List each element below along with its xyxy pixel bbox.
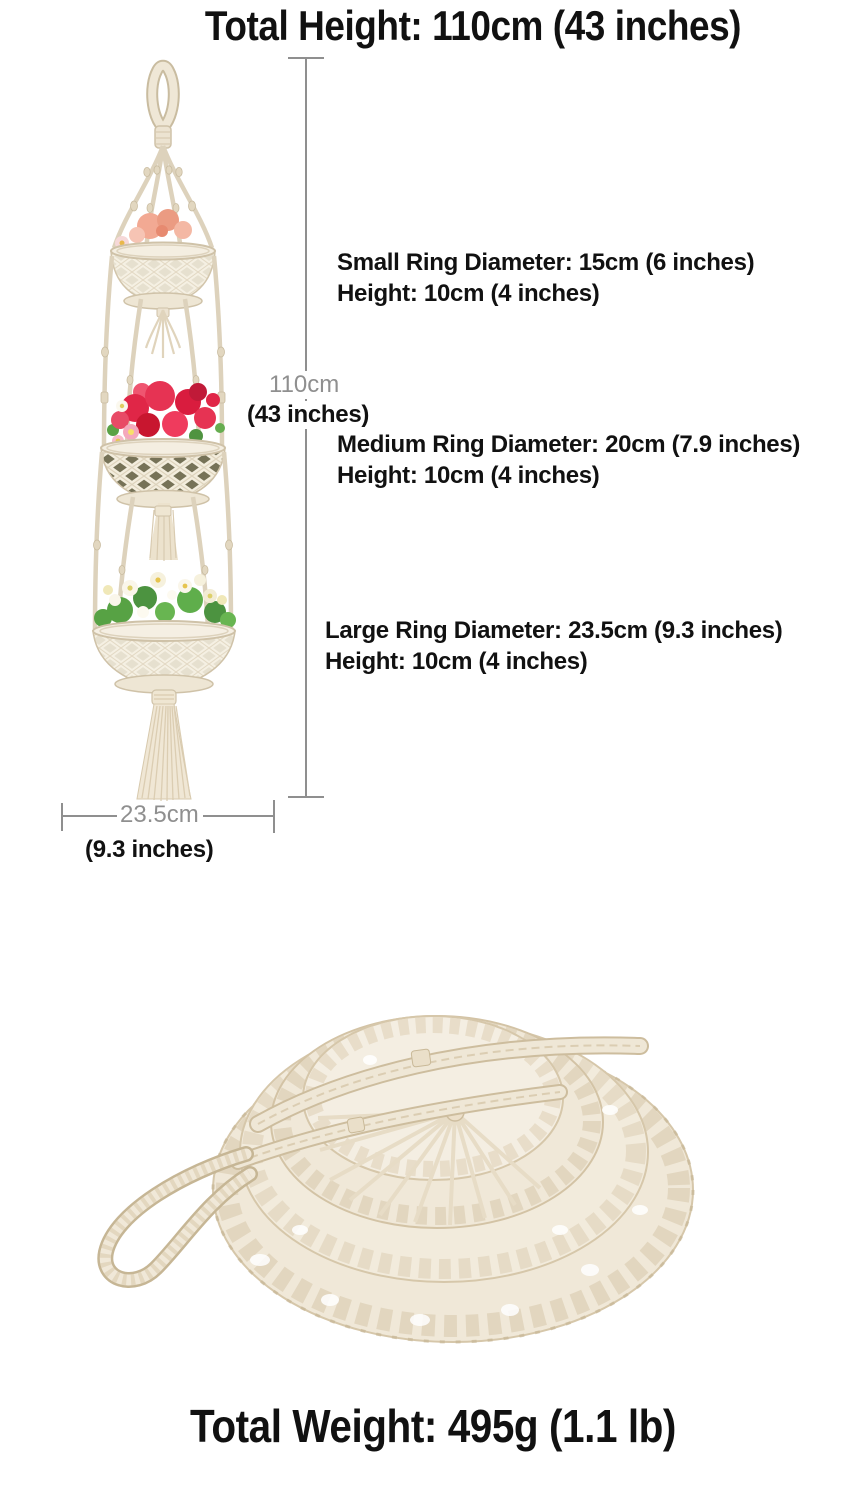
base-width-inches-label: (9.3 inches) — [85, 836, 214, 863]
small-ring-spec — [337, 247, 754, 309]
medium-ring-spec — [337, 429, 800, 491]
large-ring-height-label: Height: 10cm (4 inches) — [325, 648, 588, 675]
medium-ring-height-label: Height: 10cm (4 inches) — [337, 462, 600, 489]
bottom-tassel — [137, 690, 191, 801]
coiled-hanger-photo — [105, 1016, 693, 1342]
large-ring-diameter-label: Large Ring Diameter: 23.5cm (9.3 inches) — [325, 617, 783, 644]
medium-ring-diameter-label: Medium Ring Diameter: 20cm (7.9 inches) — [337, 431, 801, 458]
plant-hanger-photo — [93, 66, 236, 801]
small-ring-diameter-label: Small Ring Diameter: 15cm (6 inches) — [337, 249, 755, 276]
tier-large-flowers — [94, 572, 236, 628]
hanger-loop — [152, 66, 174, 148]
base-width-cm-label: 23.5cm — [117, 801, 202, 829]
page-title: Total Height: 110cm (43 inches) — [204, 2, 742, 49]
tier-medium-flowers — [107, 381, 225, 447]
total-height-inches-label: (43 inches) — [247, 401, 370, 428]
total-weight-label: Total Weight: 495g (1.1 lb) — [190, 1400, 676, 1452]
total-height-cm-label: 110cm — [266, 371, 342, 399]
tier-large-basket — [93, 621, 235, 693]
small-ring-height-label: Height: 10cm (4 inches) — [337, 280, 600, 307]
large-ring-spec — [325, 615, 783, 677]
tier-small-basket — [111, 243, 215, 359]
tier-medium-basket — [101, 439, 225, 561]
